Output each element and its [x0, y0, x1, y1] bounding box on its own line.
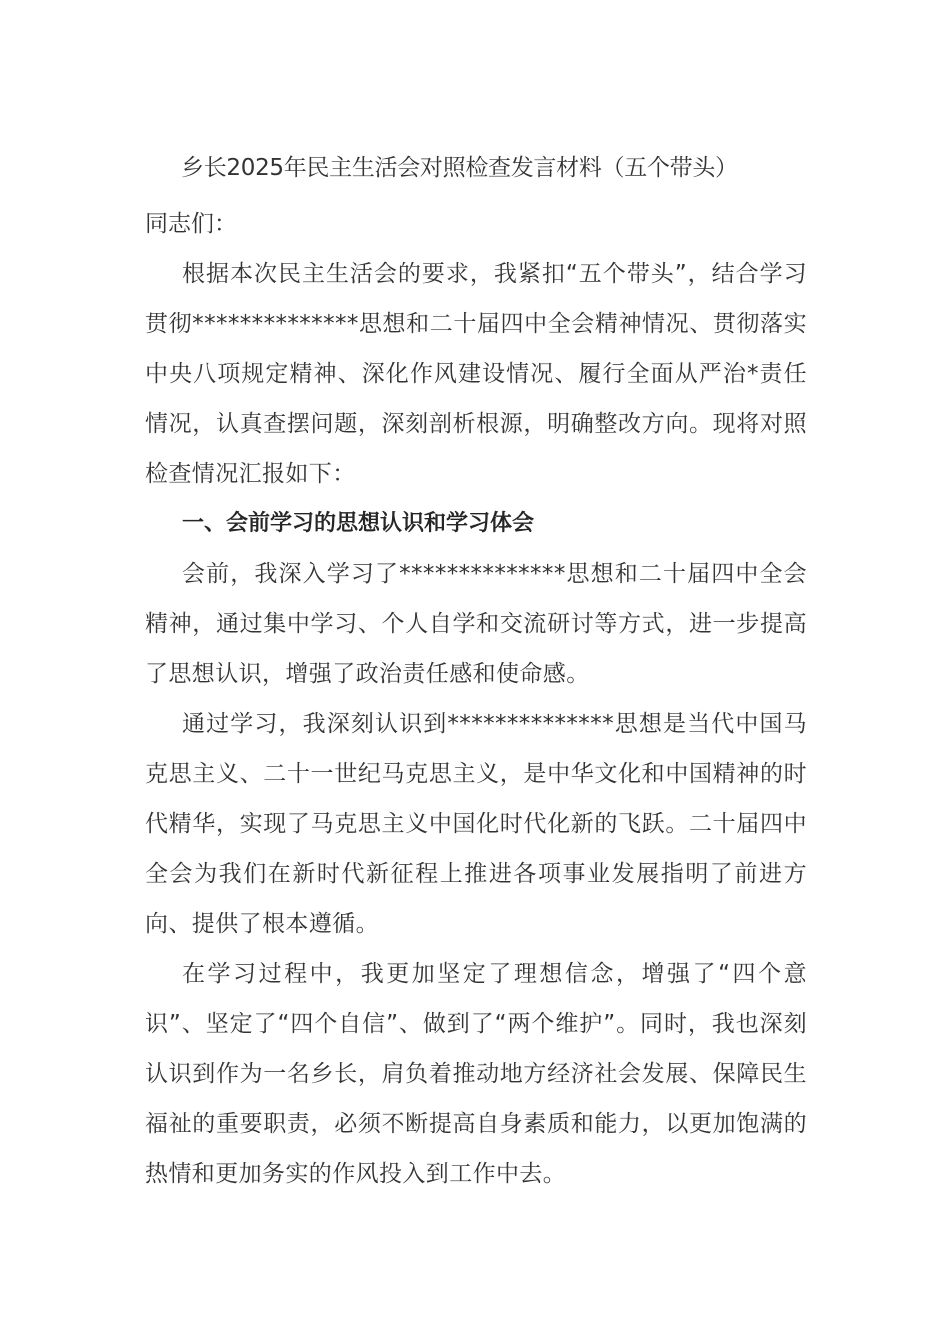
body-paragraph: 在学习过程中，我更加坚定了理想信念，增强了“四个意识”、坚定了“四个自信”、做到了“两个维护”。同时，我也深刻认识到作为一名乡长，肩负着推动地方经济社会发展、保障民生福祉的重要职责，必须不断提高自身素质和能力，以更加饱满的热情和更加务实的作风投入到工作中去。 [145, 961, 807, 1187]
salutation: 同志们： [145, 211, 237, 237]
document-page [145, 143, 807, 1199]
document-title: 乡长2025年民主生活会对照检查发言材料（五个带头） [181, 155, 738, 181]
body-paragraph: 会前，我深入学习了**************思想和二十届四中全会精神，通过集中学习、个人自学和交流研讨等方式，进一步提高了思想认识，增强了政治责任感和使命感。 [145, 561, 807, 687]
section-heading: 一、会前学习的思想认识和学习体会 [182, 511, 535, 536]
body-paragraph: 通过学习，我深刻认识到**************思想是当代中国马克思主义、二十一世纪马克思主义，是中华文化和中国精神的时代精华，实现了马克思主义中国化时代化新的飞跃。二十届四中全会为我们在新时代新征程上推进各项事业发展指明了前进方向、提供了根本遵循。 [145, 711, 807, 937]
intro-paragraph: 根据本次民主生活会的要求，我紧扣“五个带头”，结合学习贯彻**************思想和二十届四中全会精神情况、贯彻落实中央八项规定精神、深化作风建设情况、履行全面从严治*责任情况，认真查摆问题，深刻剖析根源，明确整改方向。现将对照检查情况汇报如下： [145, 261, 807, 487]
